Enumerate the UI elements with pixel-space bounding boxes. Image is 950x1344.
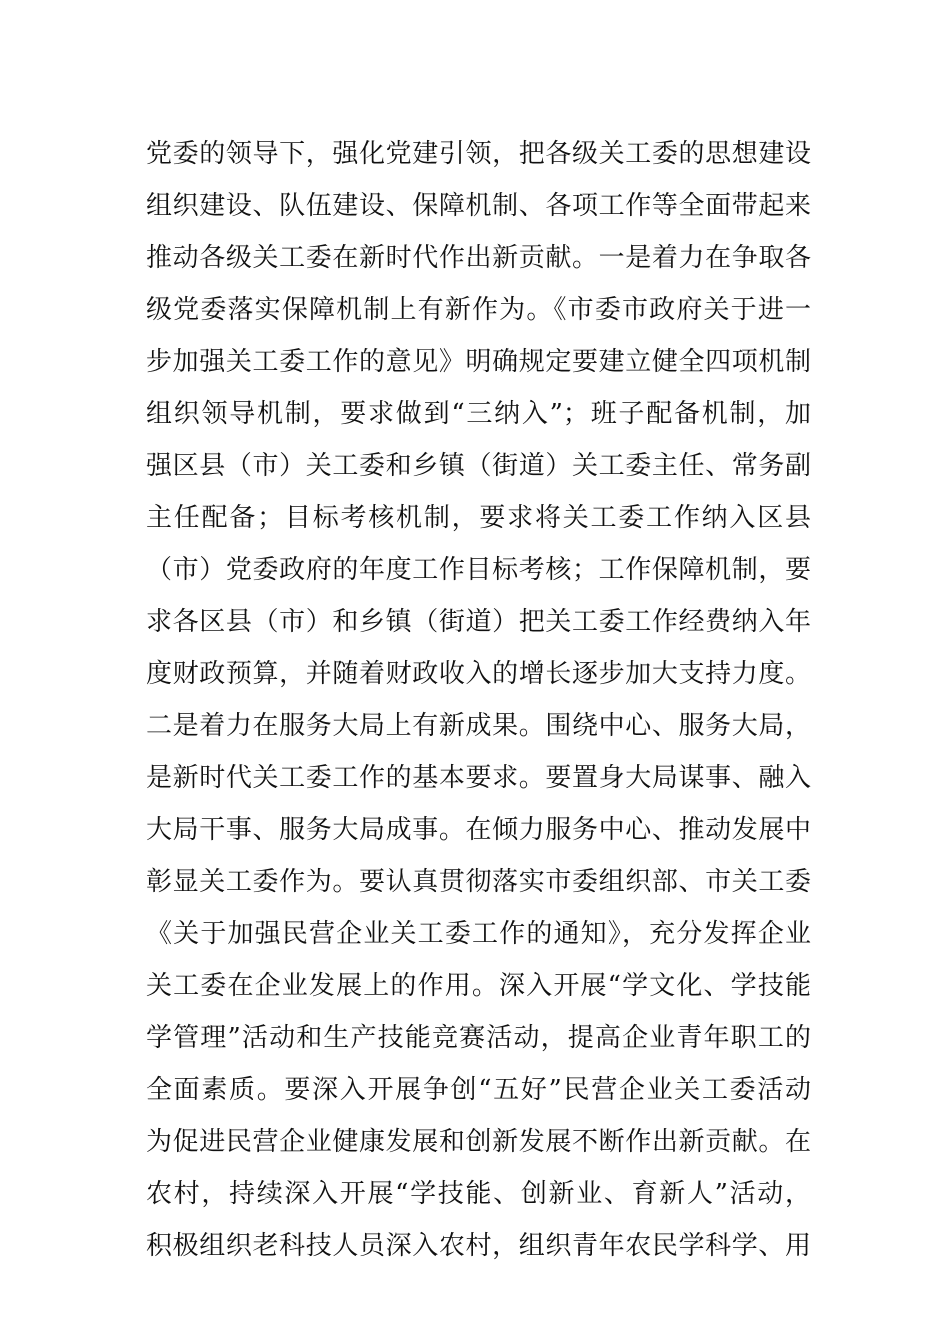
body-text — [146, 128, 811, 1272]
text-line: 强区县（市）关工委和乡镇（街道）关工委主任、常务副 — [146, 451, 811, 481]
text-line: 求各区县（市）和乡镇（街道）把关工委工作经费纳入年 — [146, 607, 811, 637]
text-line: 学管理”活动和生产技能竞赛活动，提高企业青年职工的 — [146, 1023, 811, 1053]
text-line: 是新时代关工委工作的基本要求。要置身大局谋事、融入 — [146, 763, 811, 793]
text-line: 为促进民营企业健康发展和创新发展不断作出新贡献。在 — [146, 1127, 811, 1157]
text-line: 二是着力在服务大局上有新成果。围绕中心、服务大局， — [146, 711, 811, 741]
text-line: 主任配备；目标考核机制，要求将关工委工作纳入区县 — [146, 503, 811, 533]
text-line: 组织领导机制，要求做到“三纳入”；班子配备机制，加 — [146, 399, 811, 429]
text-line: 大局干事、服务大局成事。在倾力服务中心、推动发展中 — [146, 815, 811, 845]
text-line: 彰显关工委作为。要认真贯彻落实市委组织部、市关工委 — [146, 867, 811, 897]
text-line: 关工委在企业发展上的作用。深入开展“学文化、学技能 — [146, 971, 811, 1001]
text-line: 级党委落实保障机制上有新作为。《市委市政府关于进一 — [146, 295, 811, 325]
text-line: 推动各级关工委在新时代作出新贡献。一是着力在争取各 — [146, 243, 811, 273]
text-line: 《关于加强民营企业关工委工作的通知》，充分发挥企业 — [146, 919, 811, 949]
text-line: 组织建设、队伍建设、保障机制、各项工作等全面带起来 — [146, 191, 811, 221]
text-line: 积极组织老科技人员深入农村，组织青年农民学科学、用 — [146, 1231, 811, 1261]
text-line: （市）党委政府的年度工作目标考核；工作保障机制，要 — [146, 555, 811, 585]
text-line: 农村，持续深入开展“学技能、创新业、育新人”活动， — [146, 1179, 811, 1209]
text-line: 度财政预算，并随着财政收入的增长逐步加大支持力度。 — [146, 659, 811, 689]
text-line: 党委的领导下，强化党建引领，把各级关工委的思想建设 — [146, 139, 811, 169]
text-line: 全面素质。要深入开展争创“五好”民营企业关工委活动 — [146, 1075, 811, 1105]
text-line: 步加强关工委工作的意见》明确规定要建立健全四项机制 — [146, 347, 811, 377]
